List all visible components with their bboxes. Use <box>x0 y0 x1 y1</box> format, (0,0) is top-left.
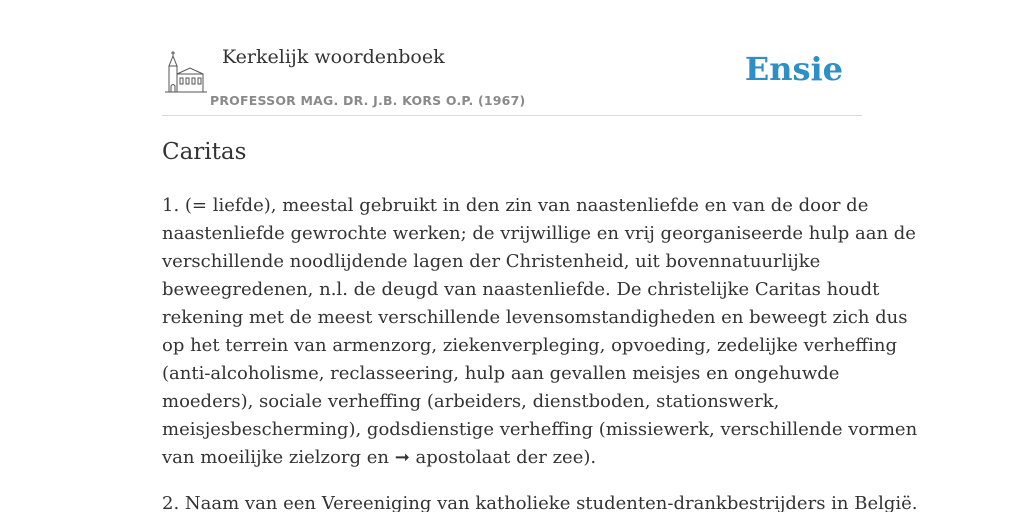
paragraph-line: meisjesbescherming), godsdienstige verheffing (missiewerk, verschillende vormen <box>162 419 918 440</box>
paragraph-line: verschillende noodlijdende lagen der Christenheid, uit bovennatuurlijke <box>162 251 821 272</box>
definition-paragraph-1 <box>162 192 918 472</box>
paragraph-line: rekening met de meest verschillende levensomstandigheden en beweegt zich dus <box>162 307 908 328</box>
author-line: PROFESSOR MAG. DR. J.B. KORS O.P. (1967) <box>210 93 526 108</box>
paragraph-line: 1. (= liefde), meestal gebruikt in den zin van naastenliefde en van de door de <box>162 195 869 216</box>
header <box>162 0 862 116</box>
paragraph-line: (anti-alcoholisme, reclasseering, hulp aan gevallen meisjes en ongehuwde <box>162 363 840 384</box>
paragraph-line-with-link[interactable]: van moeilijke zielzorg en ➞ apostolaat der zee). <box>162 447 597 468</box>
definition-paragraph-2 <box>162 490 918 512</box>
paragraph-line: op het terrein van armenzorg, ziekenverpleging, opvoeding, zedelijke verheffing <box>162 335 897 356</box>
ensie-logo[interactable]: Ensie <box>744 50 843 88</box>
church-icon[interactable] <box>165 50 207 94</box>
paragraph-line: 2. Naam van een Vereeniging van katholieke studenten-drankbestrijders in België. <box>162 493 918 512</box>
content-container <box>162 0 918 512</box>
paragraph-line: moeders), sociale verheffing (arbeiders, dienstboden, stationswerk, <box>162 391 780 412</box>
entry-title: Caritas <box>162 139 247 165</box>
paragraph-line: naastenliefde gewrochte werken; de vrijwillige en vrij georganiseerde hulp aan de <box>162 223 916 244</box>
book-title[interactable]: Kerkelijk woordenboek <box>222 46 445 68</box>
paragraph-line: beweegredenen, n.l. de deugd van naastenliefde. De christelijke Caritas houdt <box>162 279 880 300</box>
